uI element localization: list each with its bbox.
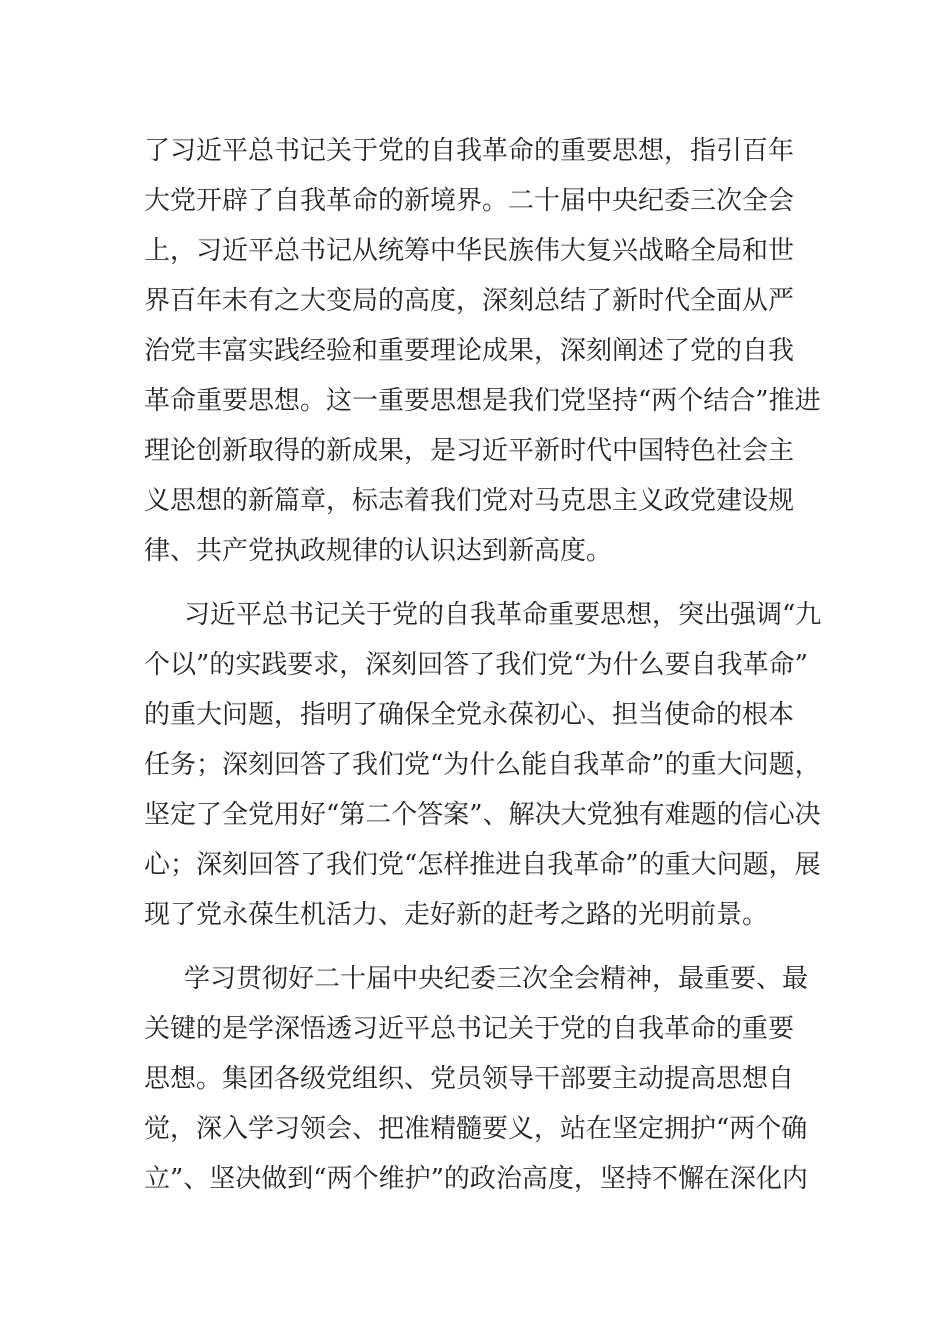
document-body xyxy=(144,126,822,1218)
text-line: 思想。集团各级党组织、党员领导干部要主动提高思想自 xyxy=(144,1064,795,1094)
text-line: 理论创新取得的新成果，是习近平新时代中国特色社会主 xyxy=(144,436,795,466)
text-line: 习近平总书记关于党的自我革命重要思想，突出强调“九 xyxy=(184,600,822,630)
text-line: 任务；深刻回答了我们党“为什么能自我革命”的重大问题， xyxy=(144,750,821,780)
text-line: 坚定了全党用好“第二个答案”、解决大党独有难题的信心决 xyxy=(144,800,821,830)
paragraph-3 xyxy=(144,954,808,1204)
text-line: 学习贯彻好二十届中央纪委三次全会精神，最重要、最 xyxy=(184,964,809,994)
text-line: 的重大问题，指明了确保全党永葆初心、担当使命的根本 xyxy=(144,700,795,730)
text-line: 治党丰富实践经验和重要理论成果，深刻阐述了党的自我 xyxy=(144,336,795,366)
text-line: 了习近平总书记关于党的自我革命的重要思想，指引百年 xyxy=(144,136,795,166)
text-line: 律、共产党执政规律的认识达到新高度。 xyxy=(144,536,613,566)
text-line: 个以”的实践要求，深刻回答了我们党“为什么要自我革命” xyxy=(144,650,808,680)
text-line: 心；深刻回答了我们党“怎样推进自我革命”的重大问题，展 xyxy=(144,850,821,880)
text-line: 义思想的新篇章，标志着我们党对马克思主义政党建设规 xyxy=(144,486,795,516)
paragraph-1 xyxy=(144,126,821,576)
text-line: 立”、坚决做到“两个维护”的政治高度，坚持不懈在深化内 xyxy=(144,1164,808,1194)
text-line: 现了党永葆生机活力、走好新的赶考之路的光明前景。 xyxy=(144,900,769,930)
text-line: 大党开辟了自我革命的新境界。二十届中央纪委三次全会 xyxy=(144,186,795,216)
paragraph-2 xyxy=(144,590,822,940)
text-line: 界百年未有之大变局的高度，深刻总结了新时代全面从严 xyxy=(144,286,795,316)
text-line: 觉，深入学习领会、把准精髓要义，站在坚定拥护“两个确 xyxy=(144,1114,808,1144)
text-line: 上，习近平总书记从统筹中华民族伟大复兴战略全局和世 xyxy=(144,236,795,266)
text-line: 革命重要思想。这一重要思想是我们党坚持“两个结合”推进 xyxy=(144,386,821,416)
text-line: 关键的是学深悟透习近平总书记关于党的自我革命的重要 xyxy=(144,1014,795,1044)
